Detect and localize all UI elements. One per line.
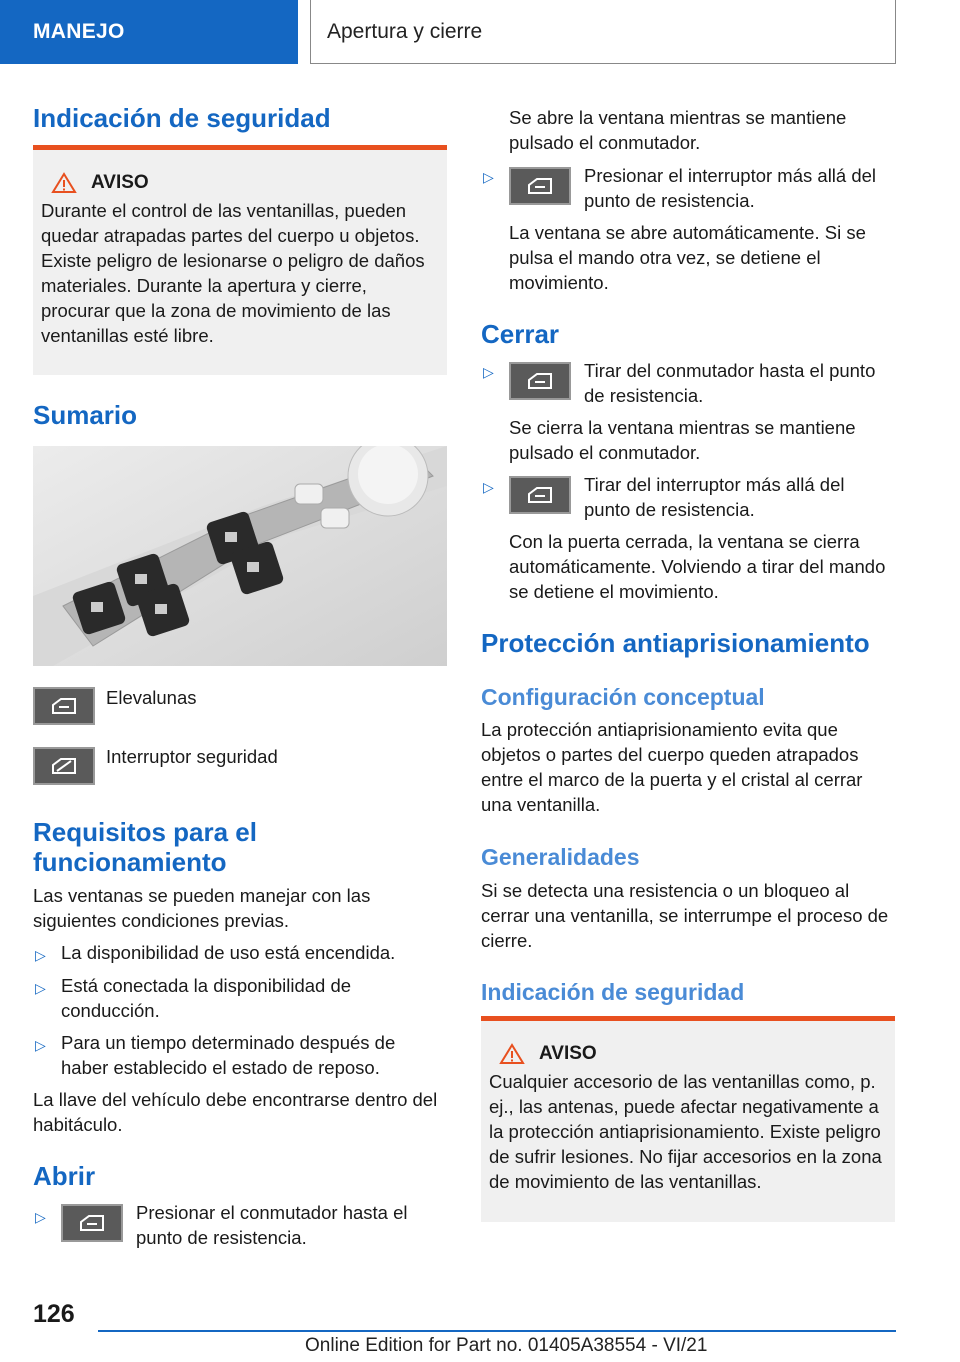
- requirements-note: La llave del vehículo debe encontrarse dentro del habitáculo.: [33, 1089, 438, 1135]
- open-step-1: Presionar el conmutador hasta el punto de resistencia.: [136, 1202, 408, 1248]
- close-step-1: Tirar del conmutador hasta el punto de resistencia.: [584, 360, 876, 406]
- requirement-item: Para un tiempo determinado después de haber establecido el estado de reposo.: [61, 1032, 396, 1078]
- chapter-tab: [310, 0, 896, 64]
- heading-protection: Protección antiaprisionamiento: [481, 628, 870, 658]
- warning-title: AVISO: [51, 172, 439, 194]
- close-step-2: Tirar del interruptor más allá del punto de resistencia.: [584, 474, 845, 520]
- bullet-icon: ▷: [35, 1209, 46, 1225]
- window-lifter-icon: [509, 476, 571, 514]
- footer-divider: [98, 1330, 896, 1332]
- window-lifter-icon: [33, 687, 95, 725]
- heading-general: Generalidades: [481, 844, 640, 870]
- heading-requirements: Requisitos para el funcionamiento: [33, 817, 257, 877]
- legend-safety-switch: Interruptor seguridad: [106, 746, 278, 767]
- bullet-icon: ▷: [35, 1037, 46, 1053]
- legend-window-lifter: Elevalunas: [106, 687, 197, 708]
- warning-icon: [499, 1043, 525, 1065]
- page-number: 126: [33, 1300, 75, 1328]
- safety-switch-icon: [33, 747, 95, 785]
- heading-safety-2: Indicación de seguridad: [481, 979, 745, 1005]
- requirements-intro: Las ventanas se pueden manejar con las siguientes condiciones previas.: [33, 885, 371, 931]
- open-step-1-result: Se abre la ventana mientras se mantiene pulsado el conmutador.: [509, 107, 847, 153]
- close-step-2-result: Con la puerta cerrada, la ventana se cierra automáticamente. Volviendo a tirar del mando se detiene el movimiento.: [509, 531, 886, 602]
- heading-safety: Indicación de seguridad: [33, 103, 331, 133]
- window-switch-panel-image: [33, 446, 447, 666]
- window-lifter-icon: [509, 167, 571, 205]
- close-step-1-result: Se cierra la ventana mientras se mantiene pulsado el conmutador.: [509, 417, 856, 463]
- warning-title: AVISO: [499, 1043, 887, 1065]
- section-label: MANEJO: [33, 20, 125, 43]
- requirement-item: Está conectada la disponibilidad de conducción.: [61, 975, 352, 1021]
- window-lifter-icon: [509, 362, 571, 400]
- bullet-icon: ▷: [483, 364, 494, 380]
- heading-concept: Configuración conceptual: [481, 684, 765, 710]
- warning-box-2: [481, 1016, 895, 1222]
- open-step-2-result: La ventana se abre automáticamente. Si se pulsa el mando otra vez, se detiene el movimiento.: [509, 222, 866, 293]
- concept-text: La protección antiaprisionamiento evita que objetos o partes del cuerpo queden atrapados entre el marco de la puerta y el cristal al cerrar una ventanilla.: [481, 719, 863, 815]
- requirement-item: La disponibilidad de uso está encendida.: [61, 942, 396, 963]
- heading-open: Abrir: [33, 1161, 96, 1191]
- open-step-2: Presionar el interruptor más allá del punto de resistencia.: [584, 165, 877, 211]
- edition-text: Online Edition for Part no. 01405A38554 - VI/21: [305, 1335, 708, 1356]
- bullet-icon: ▷: [35, 980, 46, 996]
- warning-text: Durante el control de las ventanillas, pueden quedar atrapadas partes del cuerpo u objetos. Existe peligro de lesionarse o peligro de daños materiales. Durante la apertura y cierre, procurar que la zona de movimiento de las ventanillas esté libre.: [41, 200, 425, 346]
- heading-close: Cerrar: [481, 319, 560, 349]
- heading-summary: Sumario: [33, 400, 138, 430]
- warning-icon: [51, 172, 77, 194]
- warning-text: Cualquier accesorio de las ventanillas como, p. ej., las antenas, puede afectar negativamente a la protección antiaprisionamiento. Existe peligro de sufrir lesiones. No fijar accesorios en la zona de movimiento de las ventanillas.: [489, 1071, 882, 1192]
- window-lifter-icon: [61, 1204, 123, 1242]
- general-text: Si se detecta una resistencia o un bloqueo al cerrar una ventanilla, se interrumpe el proceso de cierre.: [481, 880, 889, 951]
- warning-box: [33, 145, 447, 375]
- bullet-icon: ▷: [35, 947, 46, 963]
- chapter-label: Apertura y cierre: [327, 19, 483, 43]
- bullet-icon: ▷: [483, 479, 494, 495]
- section-tab: [0, 0, 298, 64]
- bullet-icon: ▷: [483, 169, 494, 185]
